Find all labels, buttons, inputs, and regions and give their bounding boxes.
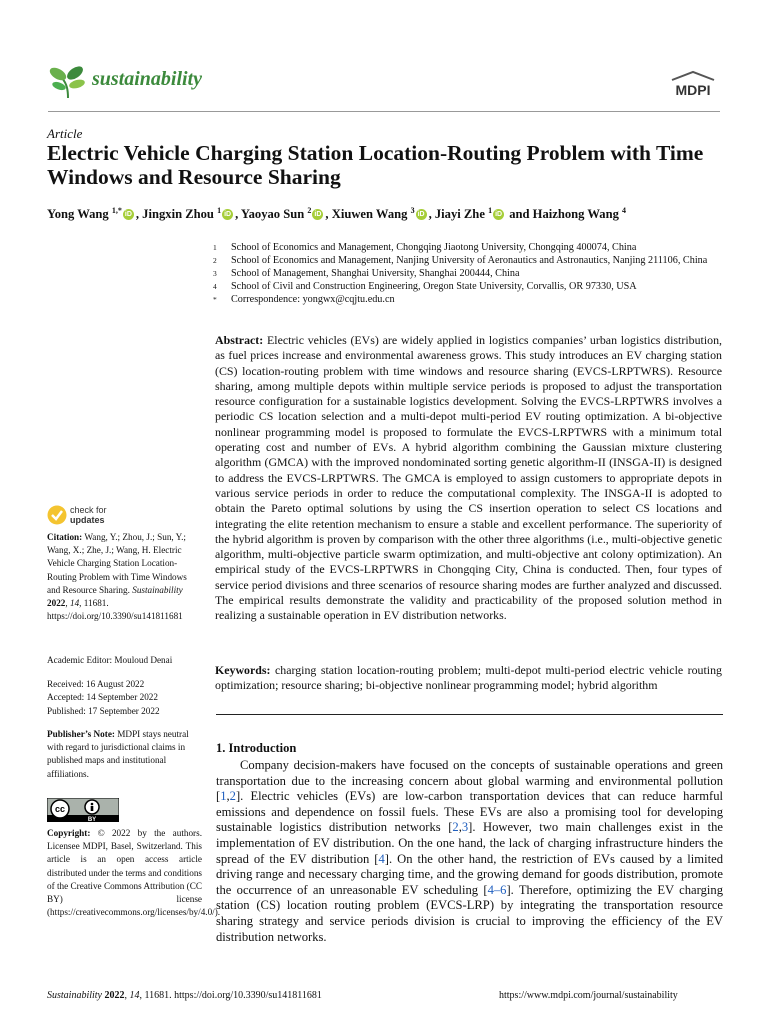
citation-link[interactable]: 1	[220, 789, 227, 804]
citation-year: 2022	[47, 598, 66, 609]
author-name: Jingxin Zhou	[142, 207, 218, 222]
intro-text: Company decision-makers have focused on the concepts of sustainable operations and green transportation due to the increasing concern about global warming and environmental pollution [	[216, 758, 723, 804]
author-affiliation-mark: 4	[622, 206, 627, 215]
mdpi-logo-icon	[666, 70, 720, 100]
publisher-note	[47, 728, 202, 781]
affiliation-item	[213, 293, 723, 306]
author-name: Haizhong Wang	[532, 207, 623, 222]
journal-name: sustainability	[92, 68, 203, 90]
citation-journal: Sustainability	[132, 584, 183, 595]
citation-text: Wang, Y.; Zhou, J.; Sun, Y.; Wang, X.; Zhe, J.; Wang, H. Electric Vehicle Charging Station Location-Routing Problem with Time Windows and Resource Sharing.	[47, 532, 187, 595]
affiliation-text: School of Management, Shanghai University, Shanghai 200444, China	[231, 268, 520, 280]
affiliation-mark: 4	[213, 282, 217, 292]
cc-text: cc	[54, 804, 66, 814]
intro-text: ]. However, two main challenges exist in the implementation of EV distribution. On the one hand, the lack of charging infrastructure hinders the spread of the EV distribution [	[216, 820, 723, 866]
by-text: BY	[87, 817, 97, 822]
affiliation-mark: *	[213, 295, 217, 305]
publisher-note-label: Publisher’s Note:	[47, 729, 115, 739]
author-connector: and	[506, 207, 533, 222]
orcid-icon[interactable]: iD	[224, 210, 232, 218]
intro-text: ]. Electric vehicles (EVs) are low-carbon transportation devices that can reduce harmful emissions and dependence on fossil fuels. These EVs are also a promising tool for developing sustainable logistics distribution networks [	[216, 789, 723, 835]
author-name: Jiayi Zhe	[434, 207, 489, 222]
citation-link[interactable]: 2	[452, 820, 459, 835]
citation-label: Citation:	[47, 532, 83, 542]
affiliation-text: School of Civil and Construction Engineering, Oregon State University, Corvallis, OR 97330, USA	[231, 281, 637, 293]
footer-journal-url[interactable]: https://www.mdpi.com/journal/sustainability	[499, 990, 678, 1001]
page-title: Electric Vehicle Charging Station Location-Routing Problem with Time Windows and Resource Sharing	[47, 141, 704, 189]
header-rule	[48, 111, 720, 112]
abstract	[215, 333, 722, 624]
author-affiliation-mark: 1,*	[111, 206, 122, 215]
affiliation-item	[213, 254, 723, 267]
copyright-block	[47, 827, 221, 919]
affiliation-text: School of Economics and Management, Nanjing University of Aeronautics and Astronautics, Nanjing 211106, China	[231, 255, 708, 267]
accepted-date: Accepted: 14 September 2022	[47, 692, 158, 702]
check-for-updates-label[interactable]	[70, 505, 107, 525]
affiliation-item	[213, 267, 723, 280]
citation-block: Citation: Wang, Y.; Zhou, J.; Sun, Y.; Wang, X.; Zhe, J.; Wang, H. Electric Vehicle Charging Station Location-Routing Problem with Time Windows and Resource Sharing. Sustainability 2022, 14, 11681. https://doi.org/10.3390/su141811681	[47, 532, 187, 622]
orcid-icon[interactable]: iD	[495, 210, 503, 218]
publisher-name: MDPI	[675, 82, 711, 98]
affiliation-mark: 3	[213, 269, 217, 279]
citation-link[interactable]: 3	[461, 820, 469, 835]
keywords-label: Keywords:	[215, 663, 271, 677]
intro-text: ]. Therefore, optimizing the EV charging station (CS) location routing problem (EVCS-LRP) by integrating the transportation resource sharing strategy and service periods division is crucial to improving the efficiency of the EV distribution networks.	[216, 882, 723, 944]
article-type: Article	[47, 126, 83, 141]
check-for-updates-icon[interactable]	[47, 505, 67, 525]
academic-editor: Academic Editor: Mouloud Denai	[47, 655, 173, 665]
affiliations	[213, 241, 723, 306]
affiliation-item	[213, 280, 723, 293]
introduction-paragraph	[216, 758, 723, 945]
author-name: Yong Wang	[47, 207, 112, 222]
citation-link[interactable]: 4	[378, 851, 385, 866]
keywords-text: charging station location-routing problem; multi-depot multi-period electric vehicle routing optimization; resource sharing; bi-objective nonlinear programming model; hybrid algorithm	[215, 663, 722, 693]
author-name: Xiuwen Wang	[331, 207, 411, 222]
affiliation-mark: 1	[213, 243, 217, 252]
author-name: Yaoyao Sun	[240, 207, 308, 222]
orcid-icon[interactable]: iD	[314, 210, 322, 218]
affiliation-text: Correspondence: yongwx@cqjtu.edu.cn	[231, 294, 395, 306]
section-divider	[216, 714, 723, 715]
copyright-text: © 2022 by the authors. Licensee MDPI, Basel, Switzerland. This article is an open access article distributed under the terms and conditions of the Creative Commons Attribution (CC BY) license (https://creativecommons.org/licenses/by/4.0/).	[47, 828, 221, 918]
cc-by-license-icon[interactable]	[47, 798, 119, 822]
affiliation-mark: 2	[213, 256, 217, 266]
affiliation-item	[213, 241, 723, 254]
footer-journal: Sustainability	[47, 990, 102, 1001]
citation-link[interactable]: 2	[229, 789, 236, 804]
publisher-note-text: MDPI stays neutral with regard to jurisdictional claims in published maps and institutional affiliations.	[47, 729, 189, 779]
author-list: Yong Wang $^{1,*}$ iD , Jingxin Zhou $^1$ iD , Yaoyao Sun $^2$ iD , Xiuwen Wang $^3$ iD , Jiayi Zhe $^1$ iD and Haizhong Wang $^4$	[47, 206, 627, 222]
section-heading-introduction: 1. Introduction	[216, 741, 297, 755]
footer-volume: 14	[129, 990, 140, 1001]
author-affiliation-mark: 1	[488, 206, 493, 215]
footer-year: 2022	[104, 990, 125, 1001]
orcid-icon[interactable]: iD	[417, 210, 425, 218]
citation-doi[interactable]: , 11681. https://doi.org/10.3390/su141811681	[47, 598, 183, 622]
check-line2: updates	[70, 515, 105, 525]
footer-citation: Sustainability 2022, 14, 11681. https://doi.org/10.3390/su141811681	[47, 990, 322, 1001]
author-affiliation-mark: 3	[410, 206, 415, 215]
intro-text: ]. On the other hand, the restriction of EVs caused by a limited driving range and necessary charging time, and the growing demand for goods distribution, promote the occurrence of an unreasonable EV scheduling [	[216, 851, 723, 897]
citation-volume: 14	[69, 598, 80, 609]
footer-doi[interactable]: , 11681. https://doi.org/10.3390/su141811681	[139, 990, 322, 1001]
affiliation-text: School of Economics and Management, Chongqing Jiaotong University, Chongqing 400074, China	[231, 242, 637, 253]
abstract-text: Electric vehicles (EVs) are widely applied in logistics companies’ urban logistics distribution, as fuel prices increase and environmental awareness grows. This study introduces an EV charging station (CS) location-routing problem with time windows and resource sharing (EVCS-LRPTWRS). Resource sharing, among multiple depots within multiple service periods is proposed to adjust the transportation resource configuration for a sustainable logistics development. Solving the EVCS-LRPTWRS involves a periodic CS location selection and a multi-depot multi-period EV routing optimization. A bi-objective nonlinear programming model is proposed to formulate the EVCS-LRPTWRS with a minimum total operating cost and number of EVs. A hybrid algorithm combining the Gaussian mixture clustering algorithm (GMCA) with the improved nondominated sorting genetic algorithm-II (INSGA-II) is designed to address the EVCS-LRPTWRS. The GMCA is employed to assign customers to appropriate depots in various service periods in order to reduce the computational complexity. The INSGA-II is adopted to obtain the Pareto optimal solutions by using the CS insertion operation to select CS locations and integrating the elite retention mechanism to ensure a stable and excellent performance. The superiority of the hybrid algorithm is proven by comparison with the other three algorithms (i.e., multi-objective genetic algorithm, multi-objective particle swarm optimization, and multi-objective ant colony optimization). An empirical study of the EVCS-LRPTWRS in Chongqing City, China is conducted. Then, four types of service period divisions and three scenarios of resource sharing modes are further analyzed and discussed. The empirical results demonstrate the validity and practicability of the proposed solution method in realizing a sustainable operation in EV distribution networks.	[215, 333, 722, 623]
published-date: Published: 17 September 2022	[47, 706, 160, 716]
intro-text: ,	[226, 789, 230, 804]
citation-link[interactable]: 4–6	[487, 882, 507, 897]
sustainability-logo-icon	[48, 64, 88, 100]
intro-text: ,	[458, 820, 462, 835]
received-date: Received: 16 August 2022	[47, 679, 145, 689]
author-affiliation-mark: 1	[217, 206, 222, 215]
check-line1: check for	[70, 505, 107, 515]
copyright-label: Copyright:	[47, 828, 91, 838]
author-affiliation-mark: 2	[307, 206, 312, 215]
keywords	[215, 663, 722, 694]
abstract-label: Abstract:	[215, 333, 264, 347]
orcid-icon[interactable]: iD	[124, 210, 132, 218]
